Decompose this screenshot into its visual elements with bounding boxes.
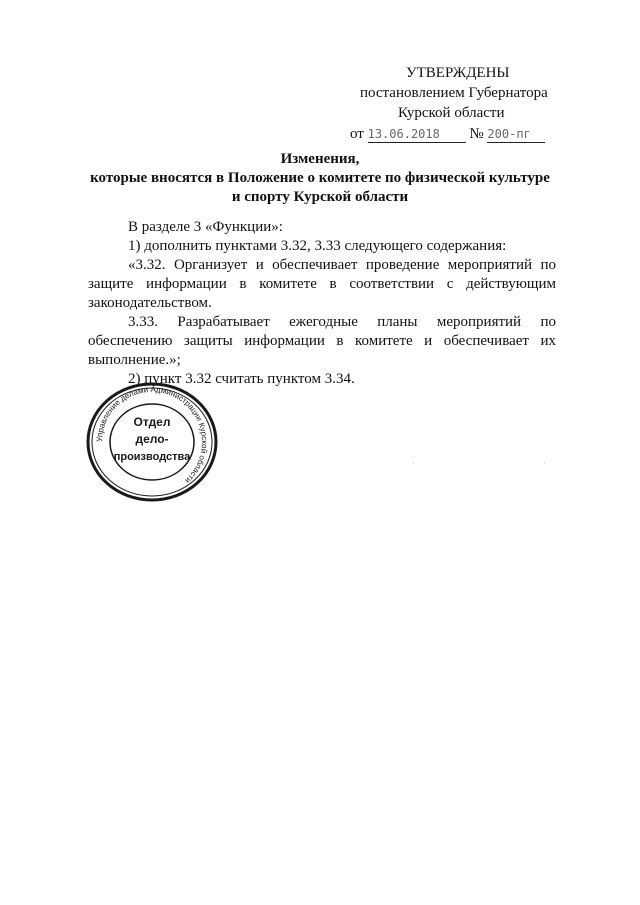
paragraph-section: В разделе 3 «Функции»:	[128, 219, 283, 235]
stamp-center-line-2: дело-	[135, 432, 169, 446]
approval-title: УТВЕРЖДЕНЫ	[406, 65, 510, 81]
approval-date-line	[350, 124, 545, 144]
heading-line-3: и спорту Курской области	[231, 189, 409, 205]
approval-line-1: постановлением Губернатора	[360, 85, 548, 101]
stamp-ring-text: Управление делами Администрации Курской области	[94, 384, 210, 486]
paragraph-3-33: 3.33. Разрабатывает ежегодные планы мероприятий по обеспечению защиты информации в комитете и обеспечивает их выполнение.»;	[88, 314, 556, 368]
office-stamp	[82, 380, 222, 505]
document-heading	[70, 150, 570, 207]
stamp-center-line-3: производства	[113, 451, 191, 463]
number-field	[487, 127, 545, 143]
approval-line-2: Курской области	[398, 105, 505, 121]
scan-speck: ·	[543, 458, 546, 468]
heading-line-1: Изменения,	[280, 151, 360, 167]
scan-speck: ·	[412, 458, 415, 468]
number-prefix: №	[469, 126, 484, 142]
date-value: 13.06.2018	[367, 127, 440, 141]
paragraph-item-1: 1) дополнить пунктами 3.32, 3.33 следующего содержания:	[128, 238, 507, 254]
date-field	[368, 127, 466, 143]
paragraph-item-2: 2) пункт 3.32 считать пунктом 3.34.	[128, 371, 355, 387]
heading-line-2: которые вносятся в Положение о комитете по физической культуре	[90, 170, 550, 186]
date-prefix: от	[350, 126, 364, 142]
paragraph-3-32: «3.32. Организует и обеспечивает проведение мероприятий по защите информации в комитете в соответствии с действующим законодательством.	[88, 257, 556, 311]
stamp-center-line-1: Отдел	[133, 415, 171, 429]
number-value: 200-пг	[487, 127, 531, 141]
document-body	[88, 218, 556, 389]
